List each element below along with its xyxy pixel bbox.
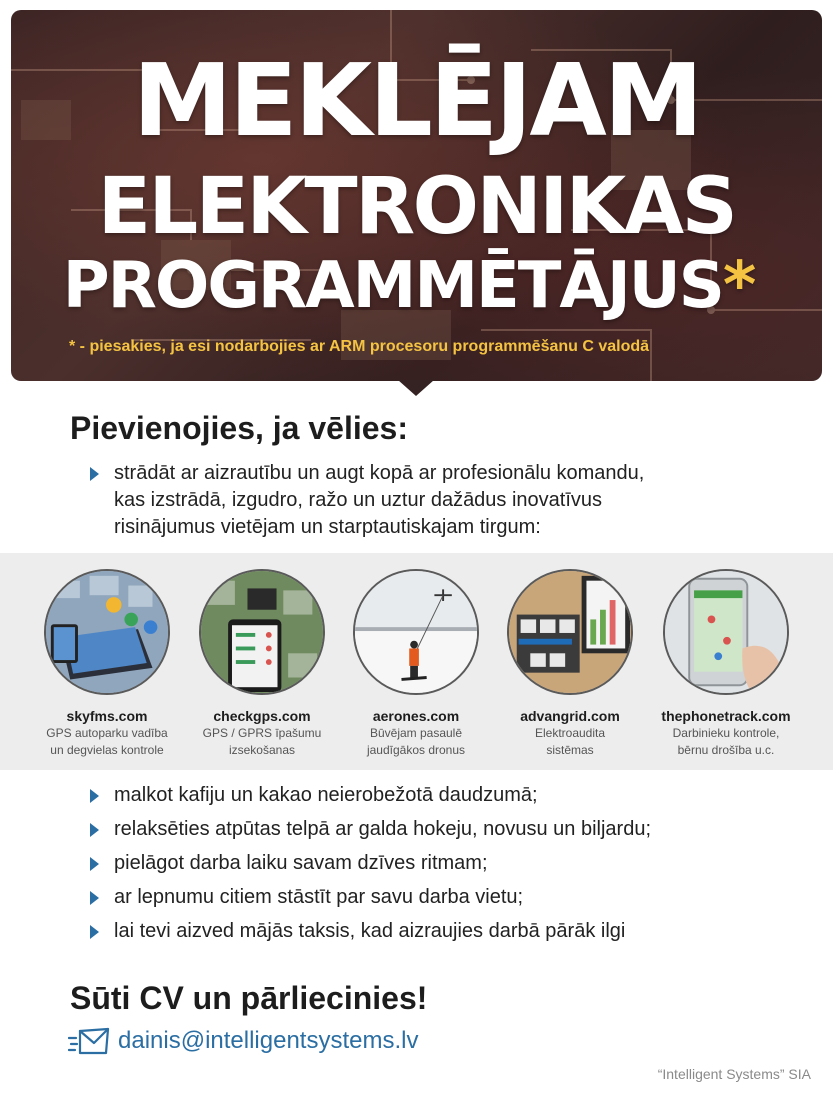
snow-drone-illustration xyxy=(355,571,477,693)
project-advangrid-image xyxy=(507,569,633,695)
contact-email-row[interactable] xyxy=(68,1026,418,1056)
list-item xyxy=(90,884,651,911)
project-desc-line-2: bērnu drošība u.c. xyxy=(677,743,775,757)
perk-text: malkot kafiju un kakao neierobežotā daudzumā; xyxy=(114,784,538,806)
project-name[interactable]: thephonetrack.com xyxy=(661,708,791,724)
hero-banner xyxy=(11,10,822,381)
hero-title-line-2: ELEKTRONIKAS xyxy=(97,162,736,252)
project-thephonetrack[interactable] xyxy=(646,569,806,758)
hero-title-line-1: MEKLĒJAM xyxy=(132,42,701,159)
join-heading: Pievienojies, ja vēlies: xyxy=(70,410,408,446)
asterisk-mark: * xyxy=(722,249,755,323)
triangle-right-icon xyxy=(90,789,99,803)
project-checkgps[interactable] xyxy=(182,569,342,758)
triangle-right-icon xyxy=(90,925,99,939)
list-item xyxy=(90,782,651,809)
laptop-map-illustration xyxy=(46,571,168,693)
cv-heading: Sūti CV un pārliecinies! xyxy=(70,980,428,1016)
project-name[interactable]: skyfms.com xyxy=(66,708,148,724)
project-skyfms-image xyxy=(44,569,170,695)
hero-pointer-notch xyxy=(398,380,434,396)
intro-line-1: strādāt ar aizrautību un augt kopā ar profesionālu komandu, xyxy=(114,462,645,484)
perk-text: lai tevi aizved mājās taksis, kad aizraujies darbā pārāk ilgi xyxy=(114,920,626,942)
project-name[interactable]: aerones.com xyxy=(372,708,460,724)
email-link[interactable]: dainis@intelligentsystems.lv xyxy=(118,1027,419,1054)
projects-band xyxy=(0,553,833,770)
project-desc-line-1: GPS / GPRS īpašumu xyxy=(202,726,322,740)
project-desc-line-2: jaudīgākos dronus xyxy=(366,743,466,757)
electrical-panel-illustration xyxy=(509,571,631,693)
intro-line-2: kas izstrādā, izgudro, ražo un uztur dažādus inovatīvus xyxy=(114,489,603,511)
hero-title-line-3-text: PROGRAMMĒTĀJUS xyxy=(62,249,723,323)
hero-title-line-3 xyxy=(11,250,814,322)
hand-phone-illustration xyxy=(665,571,787,693)
project-aerones-image xyxy=(353,569,479,695)
triangle-right-icon xyxy=(90,823,99,837)
triangle-right-icon xyxy=(90,857,99,871)
hero-footnote: * - piesakies, ja esi nodarbojies ar ARM procesoru programmēšanu C valodā xyxy=(69,338,650,355)
project-desc-line-1: Elektroaudita xyxy=(534,726,606,740)
phone-map-illustration xyxy=(201,571,323,693)
envelope-icon xyxy=(68,1026,110,1056)
perk-text: relaksēties atpūtas telpā ar galda hokeju, novusu un biljardu; xyxy=(114,818,652,840)
list-item xyxy=(90,918,651,945)
project-aerones[interactable] xyxy=(336,569,496,758)
triangle-right-icon xyxy=(90,891,99,905)
list-item xyxy=(90,460,644,541)
triangle-right-icon xyxy=(90,467,99,481)
company-footer: “Intelligent Systems” SIA xyxy=(657,1066,811,1082)
project-name[interactable]: checkgps.com xyxy=(213,708,311,724)
project-name[interactable]: advangrid.com xyxy=(520,708,620,724)
project-thephonetrack-image xyxy=(663,569,789,695)
project-skyfms[interactable] xyxy=(27,569,187,758)
project-desc-line-2: izsekošanas xyxy=(228,743,296,757)
project-desc-line-1: Būvējam pasaulē xyxy=(369,726,463,740)
intro-line-3: risinājumus vietējam un starptautiskajam tirgum: xyxy=(114,516,541,538)
project-checkgps-image xyxy=(199,569,325,695)
perk-text: ar lepnumu citiem stāstīt par savu darba vietu; xyxy=(114,886,524,908)
perk-text: pielāgot darba laiku savam dzīves ritmam; xyxy=(114,852,488,874)
project-desc-line-1: GPS autoparku vadība xyxy=(46,726,168,740)
project-desc-line-1: Darbinieku kontrole, xyxy=(672,726,780,740)
list-item xyxy=(90,850,651,877)
join-intro-list xyxy=(90,460,644,541)
project-advangrid[interactable] xyxy=(490,569,650,758)
project-desc-line-2: un degvielas kontrole xyxy=(50,743,164,757)
perks-list xyxy=(90,782,651,952)
list-item xyxy=(90,816,651,843)
project-desc-line-2: sistēmas xyxy=(546,743,594,757)
